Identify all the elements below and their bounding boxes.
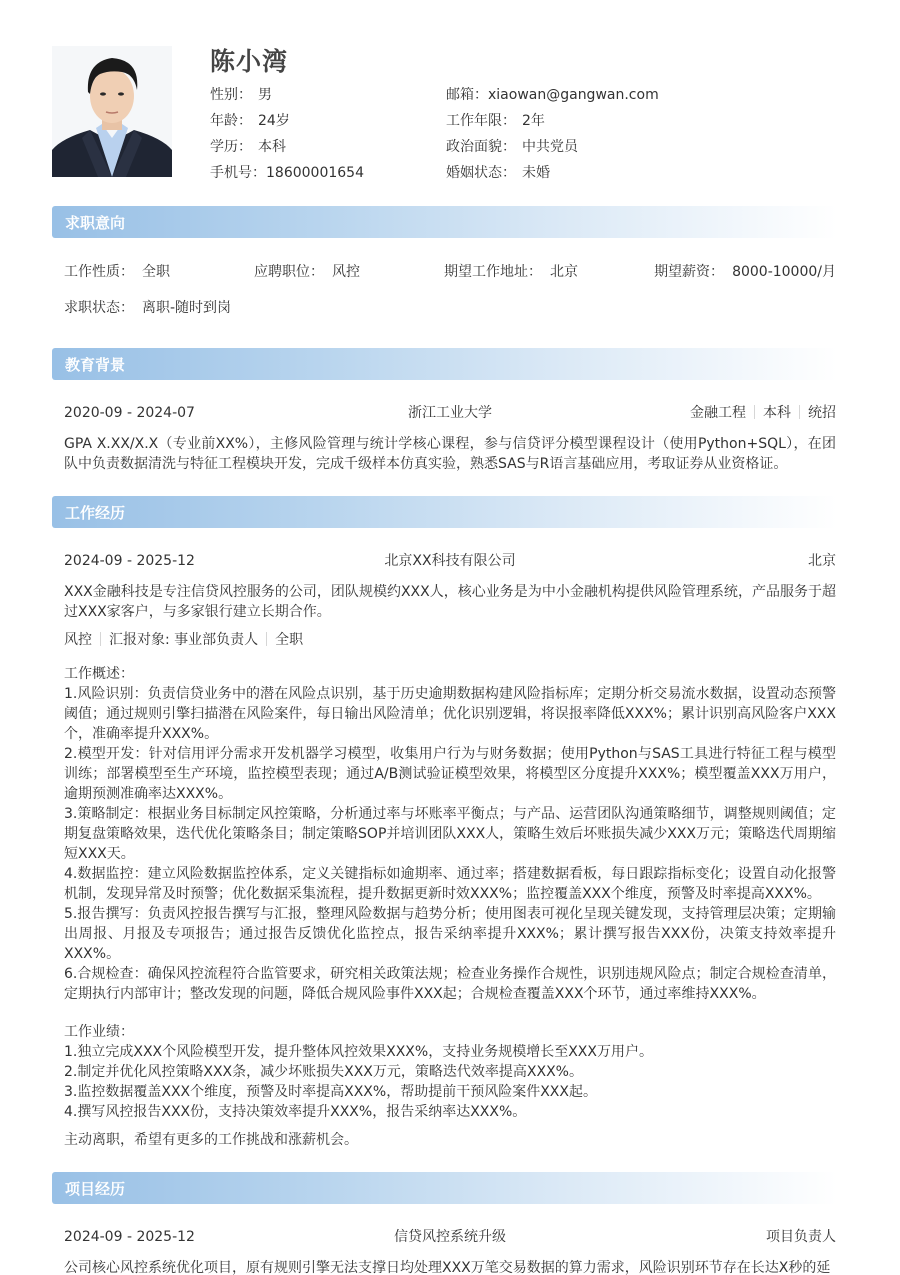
profile-photo bbox=[52, 46, 172, 177]
leave-reason: 主动离职，希望有更多的工作挑战和涨薪机会。 bbox=[64, 1132, 358, 1148]
candidate-name: 陈小湾 bbox=[210, 47, 289, 76]
achievement-item: 2.制定并优化风控策略XXX条，减少坏账损失XXX万元，策略迭代效率提高XXX%。 bbox=[64, 1064, 583, 1080]
email-value[interactable]: xiaowan@gangwan.com bbox=[488, 87, 659, 103]
enrollment-type: 统招 bbox=[808, 405, 836, 421]
age-field bbox=[210, 110, 446, 136]
education-level-field bbox=[210, 136, 446, 162]
major: 金融工程 bbox=[690, 405, 746, 421]
education-meta bbox=[690, 403, 836, 423]
location-field bbox=[444, 262, 578, 282]
summary-item: 2.模型开发：针对信用评分需求开发机器学习模型，收集用户行为与财务数据；使用Python与SAS工具进行特征工程与模型训练；部署模型至生产环境，监控模型表现；通过A/B测试验证模型效果，将模型区分度提升XXX%；模型覆盖XXX万用户，逾期预测准确率达XXX%。 bbox=[64, 746, 836, 802]
location-label: 期望工作地址： bbox=[444, 264, 542, 280]
phone-label: 手机号： bbox=[210, 165, 266, 181]
company-name: 北京XX科技有限公司 bbox=[384, 553, 516, 569]
phone-field bbox=[210, 162, 446, 188]
divider bbox=[266, 632, 267, 646]
project-name: 信贷风控系统升级 bbox=[394, 1229, 506, 1245]
achievement-item: 1.独立完成XXX个风险模型开发，提升整体风控效果XXX%，支持业务规模增长至XXX万用户。 bbox=[64, 1044, 653, 1060]
summary-item: 6.合规检查：确保风控流程符合监管要求，研究相关政策法规；检查业务操作合规性，识别违规风险点；制定合规检查清单，定期执行内部审计；整改发现的问题，降低合规风险事件XXX起；合规检查覆盖XXX个环节，通过率维持XXX%。 bbox=[64, 966, 836, 1002]
job-type-label: 工作性质： bbox=[64, 264, 134, 280]
project-entry-header bbox=[64, 1227, 836, 1247]
summary-item: 4.数据监控：建立风险数据监控体系，定义关键指标如逾期率、通过率；搭建数据看板，每日跟踪指标变化；设置自动化报警机制，发现异常及时预警；优化数据采集流程，提升数据更新时效XXX%；监控覆盖XXX个维度，预警及时率提高XXX%。 bbox=[64, 866, 836, 902]
job-status-label: 求职状态： bbox=[64, 300, 134, 316]
work-achievements bbox=[64, 1022, 836, 1122]
gender-value: 男 bbox=[258, 87, 272, 103]
job-type-value: 全职 bbox=[142, 264, 170, 280]
project-period: 2024-09 - 2025-12 bbox=[64, 1229, 195, 1245]
education-entry-header bbox=[64, 403, 836, 423]
achievements-label: 工作业绩： bbox=[64, 1024, 134, 1040]
section-header-projects bbox=[52, 1172, 837, 1204]
project-description: 公司核心风控系统优化项目，原有规则引擎无法支撑日均处理XXX万笔交易数据的算力需求，风险识别环节存在长达X秒的延 bbox=[64, 1260, 831, 1275]
info-row bbox=[210, 136, 850, 162]
marital-status-label: 婚姻状态： bbox=[446, 165, 516, 181]
education-description: GPA X.XX/X.X（专业前XX%），主修风险管理与统计学核心课程，参与信贷评分模型课程设计（使用Python+SQL），在团队中负责数据清洗与特征工程模块开发，完成千级样本仿真实验，熟悉SAS与R语言基础应用，考取证券从业资格证。 bbox=[64, 436, 836, 472]
summary-item: 5.报告撰写：负责风控报告撰写与汇报，整理风险数据与趋势分析；使用图表可视化呈现关键发现，支持管理层决策；定期输出周报、月报及专项报告；通过报告反馈优化监控点，报告采纳率提升XXX%；累计撰写报告XXX份，决策支持效率提升XXX%。 bbox=[64, 906, 836, 962]
section-title: 教育背景 bbox=[65, 356, 126, 374]
work-years-value: 2年 bbox=[522, 113, 545, 129]
salary-value: 8000-10000/月 bbox=[732, 264, 836, 280]
education-level-value: 本科 bbox=[258, 139, 286, 155]
job-intent-row bbox=[64, 262, 836, 282]
location-value: 北京 bbox=[550, 264, 578, 280]
work-entry-header bbox=[64, 551, 836, 571]
school-name: 浙江工业大学 bbox=[408, 405, 492, 421]
person-photo-icon bbox=[52, 46, 172, 177]
job-status-value: 离职-随时到岗 bbox=[142, 300, 232, 316]
position-label: 应聘职位： bbox=[254, 264, 324, 280]
divider bbox=[799, 405, 800, 419]
phone-value[interactable]: 18600001654 bbox=[266, 165, 364, 181]
achievement-item: 3.监控数据覆盖XXX个维度，预警及时率提高XXX%，帮助提前干预风险案件XXX起。 bbox=[64, 1084, 597, 1100]
info-row bbox=[210, 162, 850, 188]
section-header-job-intent bbox=[52, 206, 837, 238]
section-header-work bbox=[52, 496, 837, 528]
tag-industry: 风控 bbox=[64, 632, 92, 648]
work-tags bbox=[64, 630, 836, 650]
marital-status-value: 未婚 bbox=[522, 165, 550, 181]
salary-label: 期望薪资： bbox=[654, 264, 725, 280]
work-period: 2024-09 - 2025-12 bbox=[64, 553, 195, 569]
divider bbox=[100, 632, 101, 646]
job-status-field bbox=[64, 298, 231, 318]
political-status-value: 中共党员 bbox=[522, 139, 578, 155]
basic-info bbox=[210, 84, 850, 188]
education-period: 2020-09 - 2024-07 bbox=[64, 405, 195, 421]
divider bbox=[754, 405, 755, 419]
work-years-field bbox=[446, 110, 846, 136]
summary-item: 1.风险识别：负责信贷业务中的潜在风险点识别，基于历史逾期数据构建风险指标库；定期分析交易流水数据，设置动态预警阈值；通过规则引擎扫描潜在风险案件，每日输出风险清单；优化识别逻辑，将误报率降低XXX%；累计识别高风险客户XXX个，准确率提升XXX%。 bbox=[64, 686, 836, 742]
age-label: 年龄： bbox=[210, 113, 252, 129]
gender-field bbox=[210, 84, 446, 110]
political-status-label: 政治面貌： bbox=[446, 139, 516, 155]
info-row bbox=[210, 110, 850, 136]
email-label: 邮箱： bbox=[446, 87, 488, 103]
info-row bbox=[210, 84, 850, 110]
section-title: 工作经历 bbox=[65, 504, 126, 522]
work-summary bbox=[64, 664, 836, 1004]
email-field bbox=[446, 84, 846, 110]
job-status-row bbox=[64, 298, 836, 318]
position-field bbox=[254, 262, 360, 282]
profile-header bbox=[52, 42, 852, 182]
salary-field bbox=[654, 262, 836, 282]
work-location: 北京 bbox=[808, 553, 836, 569]
achievement-item: 4.撰写风控报告XXX份，支持决策效率提升XXX%，报告采纳率达XXX%。 bbox=[64, 1104, 527, 1120]
gender-label: 性别： bbox=[210, 87, 252, 103]
section-title: 项目经历 bbox=[65, 1180, 126, 1198]
section-title: 求职意向 bbox=[65, 214, 126, 232]
position-value: 风控 bbox=[332, 264, 360, 280]
tag-report-to: 汇报对象: 事业部负责人 bbox=[109, 632, 259, 648]
education-level-label: 学历： bbox=[210, 139, 252, 155]
marital-status-field bbox=[446, 162, 846, 188]
political-status-field bbox=[446, 136, 846, 162]
project-role: 项目负责人 bbox=[766, 1229, 836, 1245]
section-header-education bbox=[52, 348, 837, 380]
age-value: 24岁 bbox=[258, 113, 290, 129]
tag-employment-type: 全职 bbox=[275, 632, 304, 648]
degree: 本科 bbox=[763, 405, 791, 421]
work-years-label: 工作年限： bbox=[446, 113, 516, 129]
company-intro: XXX金融科技是专注信贷风控服务的公司，团队规模约XXX人，核心业务是为中小金融机构提供风险管理系统，产品服务于超过XXX家客户，与多家银行建立长期合作。 bbox=[64, 584, 836, 620]
summary-item: 3.策略制定：根据业务目标制定风控策略，分析通过率与坏账率平衡点；与产品、运营团队沟通策略细节，调整规则阈值；定期复盘策略效果，迭代优化策略条目；制定策略SOP并培训团队XXX人，策略生效后坏账损失减少XXX万元；策略迭代周期缩短XXX天。 bbox=[64, 806, 836, 862]
summary-label: 工作概述： bbox=[64, 666, 134, 682]
job-type-field bbox=[64, 262, 170, 282]
